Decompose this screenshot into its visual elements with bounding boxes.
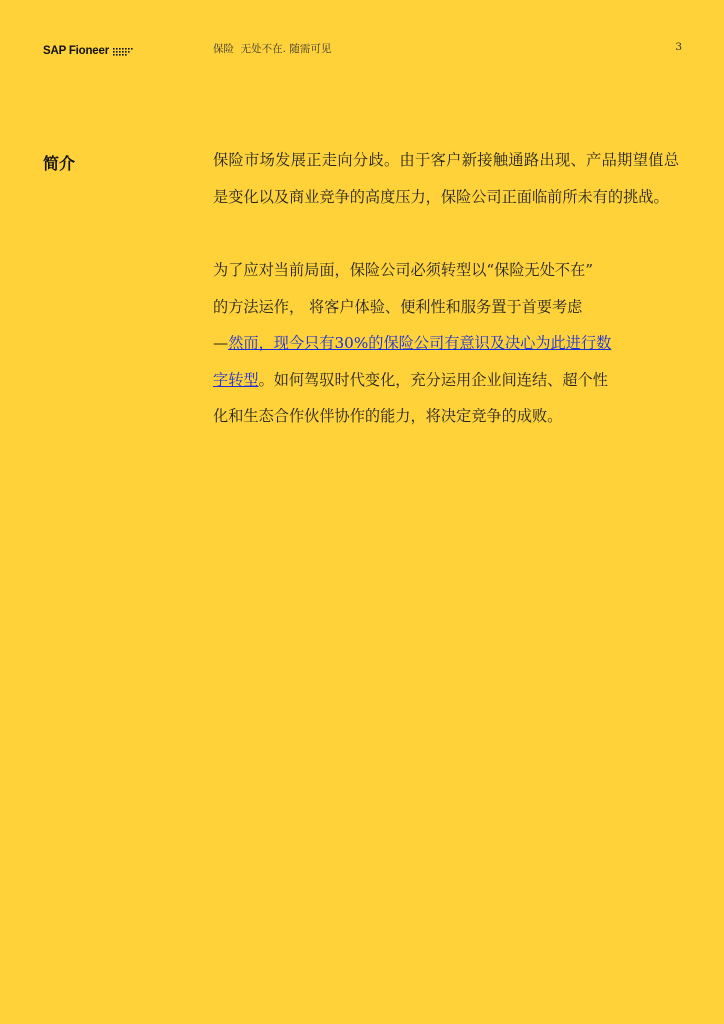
paragraph-transformation bbox=[213, 252, 679, 435]
dot-grid-icon bbox=[113, 41, 133, 60]
paragraph-intro: 保险市场发展正走向分歧。由于客户新接触通路出现、产品期望值总是变化以及商业竞争的高度压力，保险公司正面临前所未有的挑战。 bbox=[213, 151, 679, 206]
body-text bbox=[213, 142, 679, 435]
text-line bbox=[213, 362, 679, 399]
text-line: 为了应对当前局面，保险公司必须转型以“保险无处不在” bbox=[213, 261, 594, 279]
statistic-link[interactable]: 然而，现今只有30%的保险公司有意识及决心为此进行数 bbox=[228, 334, 612, 352]
header-title: 保险 无处不在. 随需可见 bbox=[213, 43, 332, 55]
text-segment: 。如何驾驭时代变化，充分运用企业间连结、超个性 bbox=[258, 370, 608, 389]
brand-name: SAP Fioneer bbox=[43, 44, 109, 57]
text-line bbox=[213, 325, 679, 362]
sap-fioneer-logo bbox=[43, 41, 133, 60]
statistic-link-continued[interactable]: 字转型 bbox=[213, 370, 259, 389]
section-heading: 简介 bbox=[43, 154, 76, 173]
text-line: 的方法运作， 将客户体验、便利性和服务置于首要考虑 bbox=[213, 297, 583, 316]
dash-text: — bbox=[213, 334, 229, 352]
page-number: 3 bbox=[675, 41, 682, 53]
text-line: 化和生态合作伙伴协作的能力，将决定竞争的成败。 bbox=[213, 407, 563, 425]
